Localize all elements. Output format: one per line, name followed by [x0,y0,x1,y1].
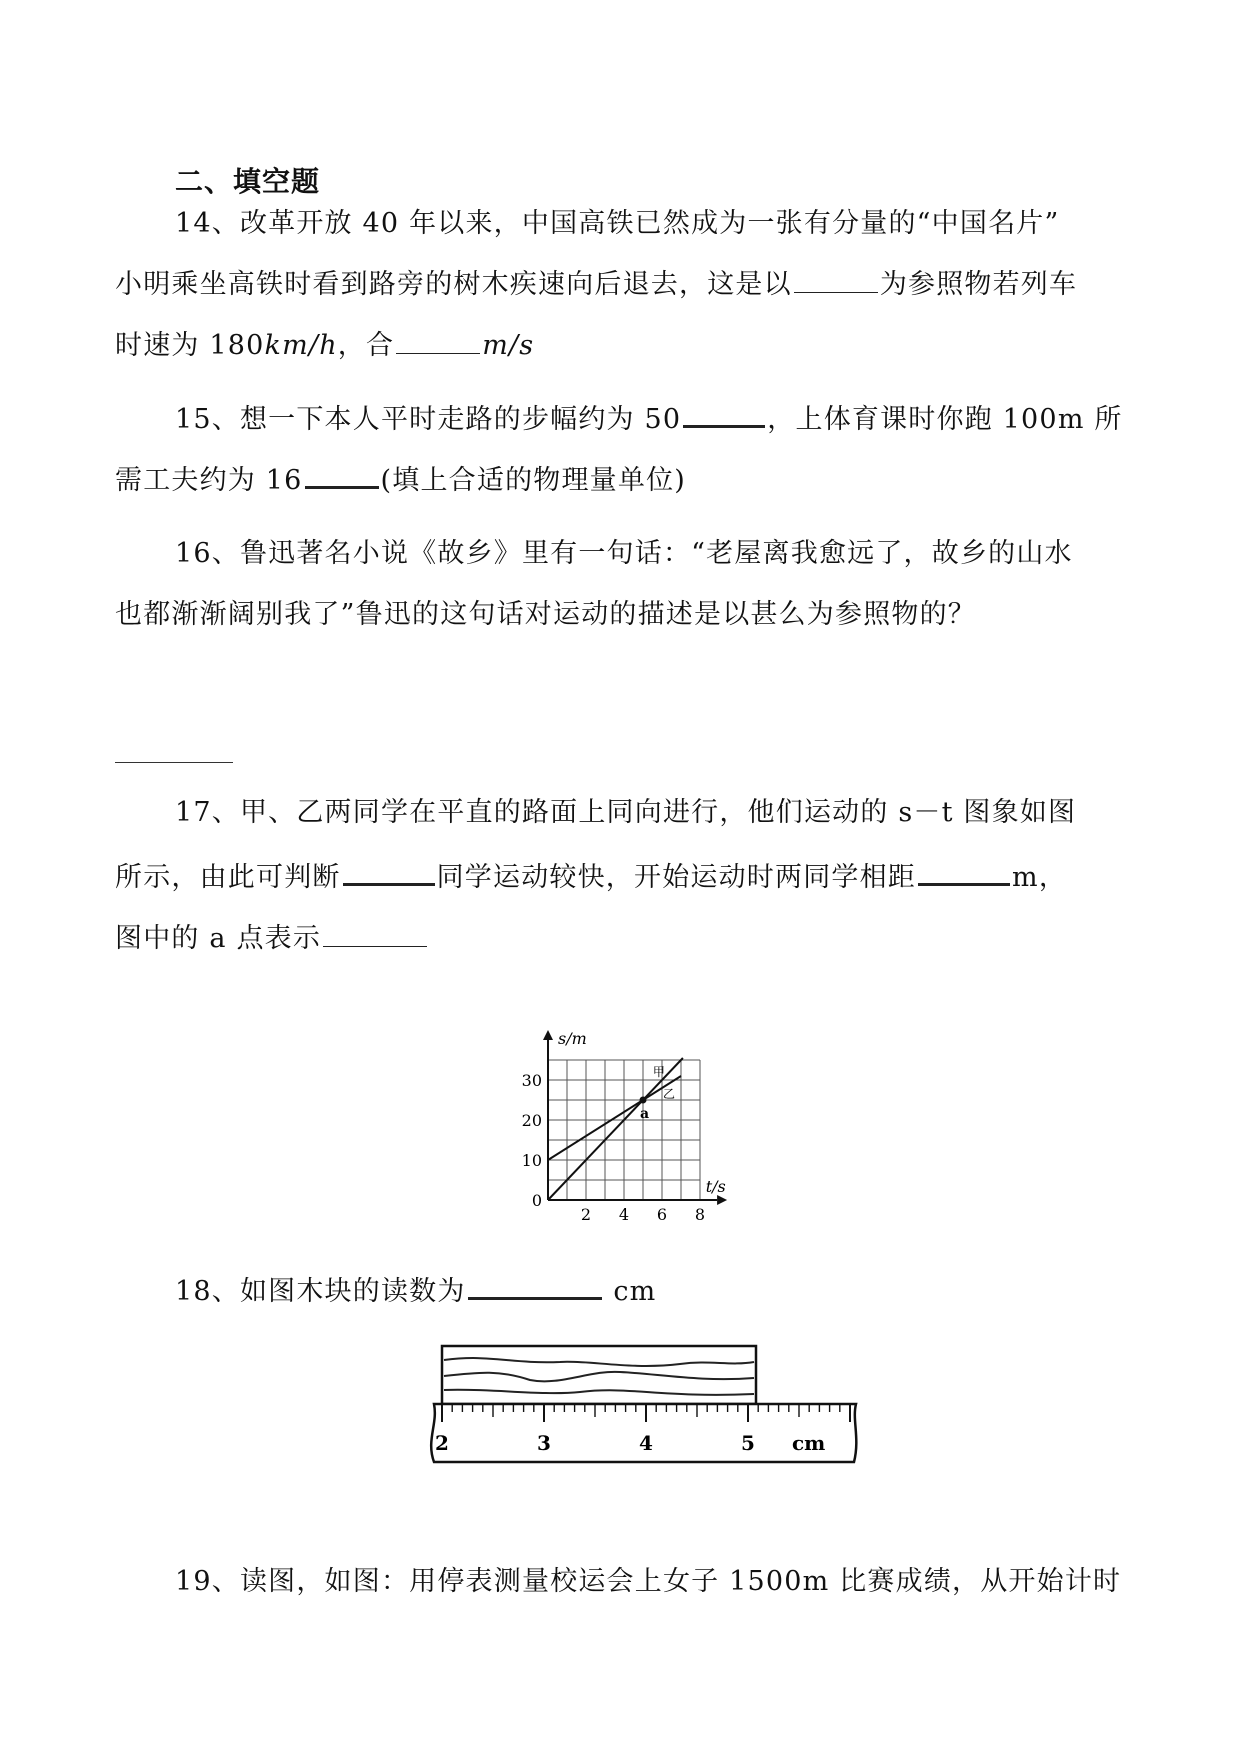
q18-line-1 [175,1272,656,1312]
ruler-figure [420,1340,870,1470]
point-a [640,1097,647,1104]
y-tick-label: 30 [521,1071,542,1090]
q18-text-1a: 18、如图木块的读数为 [175,1276,466,1307]
q17-line-3 [115,919,429,959]
q14-blank-speed[interactable] [396,352,480,354]
q14-blank-reference[interactable] [794,291,878,293]
q14-text-2a: 小明乘坐高铁时看到路旁的树木疾速向后退去，这是以 [115,269,792,300]
y-tick-label: 10 [521,1151,542,1170]
x-axis-label: t/s [705,1177,726,1196]
st-graph-figure [520,1010,770,1230]
q16-line-2 [115,595,976,635]
y-axis-arrow [543,1030,553,1040]
y-tick-label: 0 [531,1191,542,1210]
y-axis-label: s/m [558,1029,587,1048]
q15-text-2b: (填上合适的物理量单位) [380,465,687,496]
x-tick-label: 8 [694,1205,706,1224]
q14-unit-ms: m/s [482,330,535,361]
x-axis-arrow [717,1195,727,1205]
point-a-label: a [640,1106,650,1122]
q17-line-1 [175,793,1076,833]
q14-text-1: 14、改革开放 40 年以来，中国高铁已然成为一张有分量的“中国名片” [175,208,1060,239]
q15-line-2 [115,461,686,501]
x-tick-label: 2 [580,1205,592,1224]
q14-text-3a: 时速为 180 [115,330,265,361]
series-label-2: 乙 [663,1087,676,1101]
q15-blank-step-unit[interactable] [683,424,765,428]
q19-line-1 [175,1562,1121,1602]
q14-line-2 [115,265,1077,305]
q19-text-1: 19、读图，如图：用停表测量校运会上女子 1500m 比赛成绩，从开始计时 [175,1566,1122,1597]
q17-blank-faster[interactable] [343,882,435,886]
q17-text-2a: 所示，由此可判断 [115,862,341,893]
q15-line-1 [175,400,1123,440]
q16-text-2: 也都渐渐阔别我了”鲁迅的这句话对运动的描述是以甚么为参照物的？ [115,599,977,630]
ruler-unit-label: cm [792,1431,826,1455]
q14-text-3b: ，合 [337,330,395,361]
q15-text-2a: 需工夫约为 16 [115,465,303,496]
q17-text-2c: m， [1012,862,1068,893]
q16-answer-blank[interactable] [115,762,233,763]
series-label-1: 甲 [652,1065,665,1079]
y-tick-label: 20 [521,1111,542,1130]
ruler-number: 2 [435,1431,449,1455]
q14-line-3 [115,326,534,366]
q17-text-2b: 同学运动较快，开始运动时两同学相距 [436,862,917,893]
q18-blank-reading[interactable] [468,1296,602,1300]
ruler-number: 3 [537,1431,551,1455]
q15-text-1a: 15、想一下本人平时走路的步幅约为 50 [175,404,682,435]
ruler-number: 4 [639,1431,653,1455]
q15-text-1b: ，上体育课时你跑 100m 所 [767,404,1123,435]
q16-text-1: 16、鲁迅著名小说《故乡》里有一句话：“老屋离我愈远了，故乡的山水 [175,538,1073,569]
q14-line-1 [175,204,1059,244]
q16-line-1 [175,534,1073,574]
q14-text-2b: 为参照物若列车 [879,269,1078,300]
q17-text-3a: 图中的 a 点表示 [115,923,322,954]
x-tick-label: 4 [618,1205,630,1224]
q15-blank-time-unit[interactable] [305,485,379,489]
q14-unit-kmh: km/h [264,330,338,361]
section-heading: 二、填空题 [175,165,321,198]
q17-line-2 [115,858,1067,898]
series-line-1 [548,1058,683,1200]
x-tick-label: 6 [656,1205,668,1224]
q17-blank-point-a[interactable] [323,945,427,947]
q17-text-1: 17、甲、乙两同学在平直的路面上同向进行，他们运动的 s－t 图象如图 [175,797,1077,828]
q18-text-1b: cm [603,1276,657,1307]
series-line-2 [548,1076,681,1160]
q17-blank-distance[interactable] [918,882,1010,886]
ruler-number: 5 [741,1431,755,1455]
